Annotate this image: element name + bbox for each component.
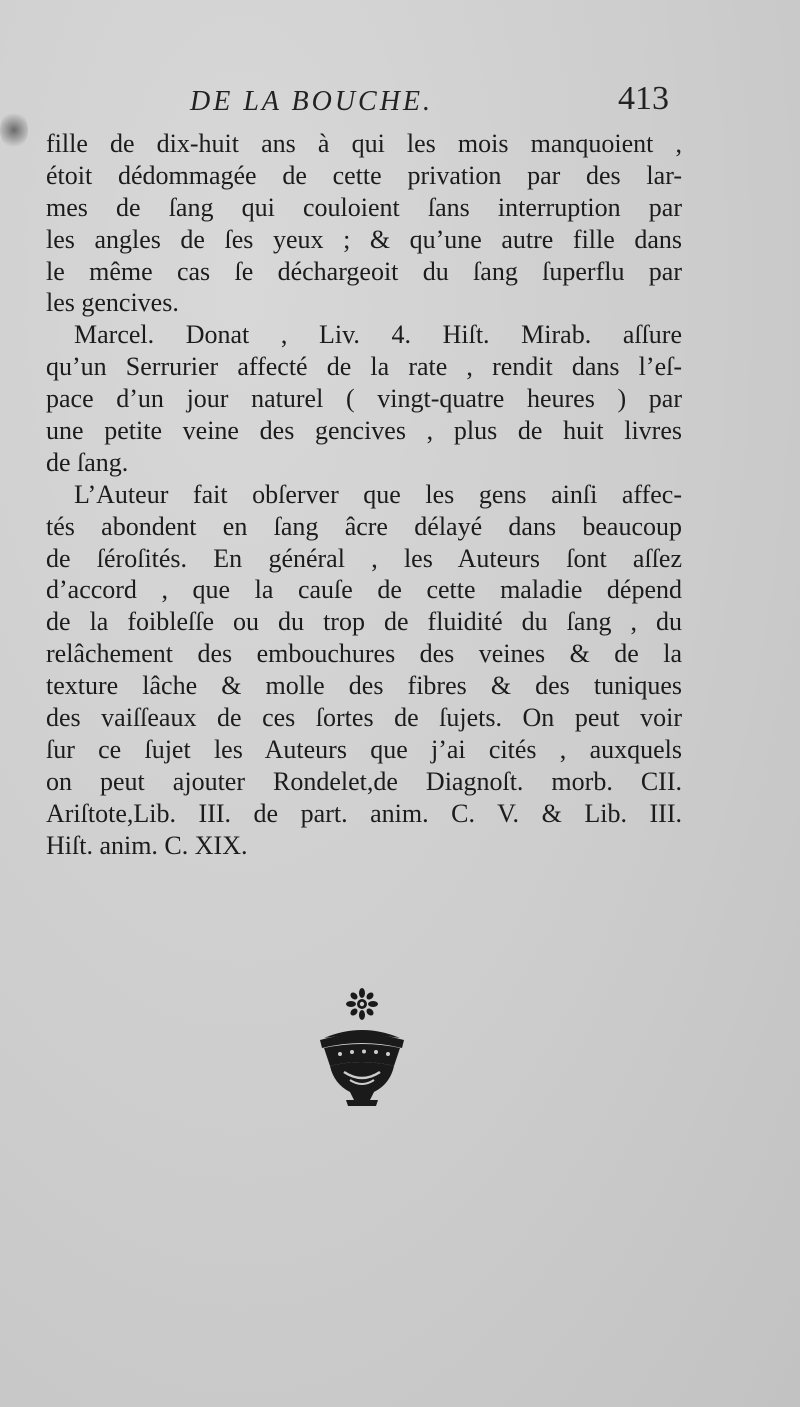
running-title: DE LA BOUCHE. [190, 86, 434, 117]
text-line: d’accord , que la cauſe de cette maladie dépend [46, 575, 682, 605]
text-line: texture lâche & molle des fibres & des tuniques [46, 671, 682, 701]
text-line: de ſang. [46, 447, 129, 477]
text-line: de ſéroſités. En général , les Auteurs ſont aſſez [46, 543, 682, 573]
text-line: les gencives. [46, 288, 179, 318]
text-line: de la foibleſſe ou du trop de fluidité du ſang , du [46, 607, 682, 637]
text-line: Ariſtote,Lib. III. de part. anim. C. V. & Lib. III. [46, 798, 682, 828]
page-number: 413 [618, 80, 669, 117]
text-line: les angles de ſes yeux ; & qu’une autre fille dans [46, 224, 682, 254]
text-line: qu’un Serrurier affecté de la rate , rendit dans l’eſ- [46, 352, 682, 382]
text-line: tés abondent en ſang âcre délayé dans beaucoup [46, 511, 682, 541]
text-line: des vaiſſeaux de ces ſortes de ſujets. On peut voir [46, 703, 682, 733]
floral-basket-ornament-icon [316, 988, 408, 1108]
text-line: ſur ce ſujet les Auteurs que j’ai cités , auxquels [46, 734, 682, 764]
text-line: étoit dédommagée de cette privation par des lar- [46, 160, 682, 190]
text-line: le même cas ſe déchargeoit du ſang ſuperflu par [46, 256, 682, 286]
text-line: une petite veine des gencives , plus de huit livres [46, 416, 682, 446]
text-line: L’Auteur fait obſerver que les gens ainſi affec- [74, 479, 682, 509]
text-line: pace d’un jour naturel ( vingt-quatre heures ) par [46, 384, 682, 414]
ink-blemish [0, 110, 28, 150]
text-line: on peut ajouter Rondelet,de Diagnoſt. morb. CII. [46, 766, 682, 796]
text-line: Marcel. Donat , Liv. 4. Hiſt. Mirab. aſſure [74, 320, 682, 350]
text-line: relâchement des embouchures des veines & de la [46, 639, 682, 669]
text-line: fille de dix-huit ans à qui les mois manquoient , [46, 129, 682, 158]
text-line: mes de ſang qui couloient ſans interruption par [46, 192, 682, 222]
text-line: Hiſt. anim. C. XIX. [46, 830, 248, 860]
body-text [46, 128, 682, 861]
